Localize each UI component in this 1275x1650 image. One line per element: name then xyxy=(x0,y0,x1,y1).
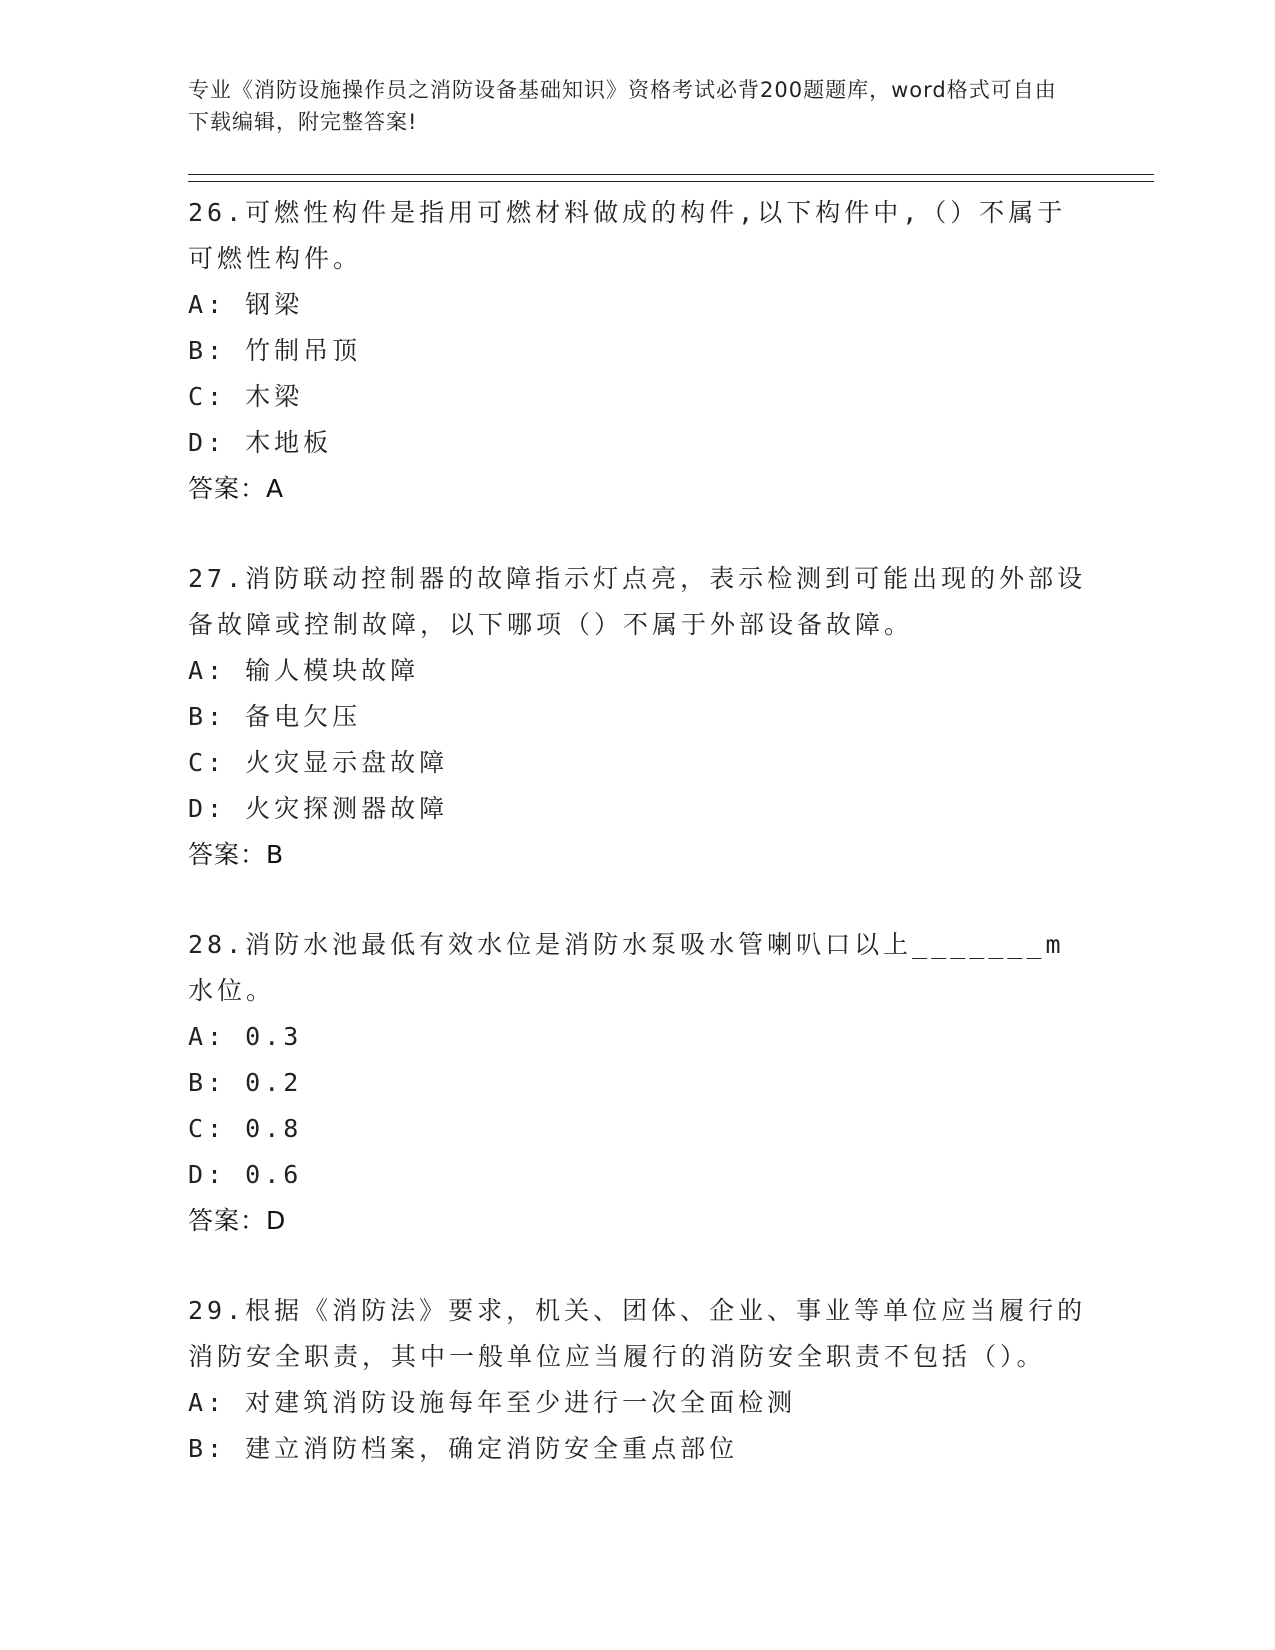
option-c: C: 0.8 xyxy=(188,1114,303,1143)
option-b: B: 竹制吊顶 xyxy=(188,336,362,365)
question-stem: 29.根据《消防法》要求，机关、团体、企业、事业等单位应当履行的消防安全职责，其中一般单位应当履行的消防安全职责不包括（）。 xyxy=(188,1296,1087,1371)
option-c: C: 木梁 xyxy=(188,382,304,411)
option-a: A: 对建筑消防设施每年至少进行一次全面检测 xyxy=(188,1388,797,1417)
option-d: D: 木地板 xyxy=(188,428,333,457)
option-b: B: 建立消防档案，确定消防安全重点部位 xyxy=(188,1434,739,1463)
question-27 xyxy=(188,556,1088,878)
header-rule-top xyxy=(188,174,1154,175)
option-c: C: 火灾显示盘故障 xyxy=(188,748,449,777)
option-d: D: 0.6 xyxy=(188,1160,303,1189)
question-28 xyxy=(188,922,1088,1244)
document-header: 专业《消防设施操作员之消防设备基础知识》资格考试必背200题题库，word格式可自由下载编辑，附完整答案! xyxy=(188,78,1057,134)
question-26 xyxy=(188,190,1088,512)
question-stem: 26.可燃性构件是指用可燃材料做成的构件,以下构件中,（）不属于可燃性构件。 xyxy=(188,198,1067,273)
header-rule-bottom xyxy=(188,181,1154,182)
answer: 答案：D xyxy=(188,1206,287,1235)
answer: 答案：B xyxy=(188,840,285,869)
question-29 xyxy=(188,1288,1088,1472)
option-a: A: 钢梁 xyxy=(188,290,304,319)
question-list xyxy=(188,190,1088,1472)
option-a: A: 0.3 xyxy=(188,1022,303,1051)
option-b: B: 备电欠压 xyxy=(188,702,362,731)
answer: 答案：A xyxy=(188,474,285,503)
option-b: B: 0.2 xyxy=(188,1068,303,1097)
question-stem: 28.消防水池最低有效水位是消防水泵吸水管喇叭口以上_______m水位。 xyxy=(188,930,1065,1005)
option-a: A: 输人模块故障 xyxy=(188,656,420,685)
option-d: D: 火灾探测器故障 xyxy=(188,794,449,823)
question-stem: 27.消防联动控制器的故障指示灯点亮，表示检测到可能出现的外部设备故障或控制故障，以下哪项（）不属于外部设备故障。 xyxy=(188,564,1087,639)
